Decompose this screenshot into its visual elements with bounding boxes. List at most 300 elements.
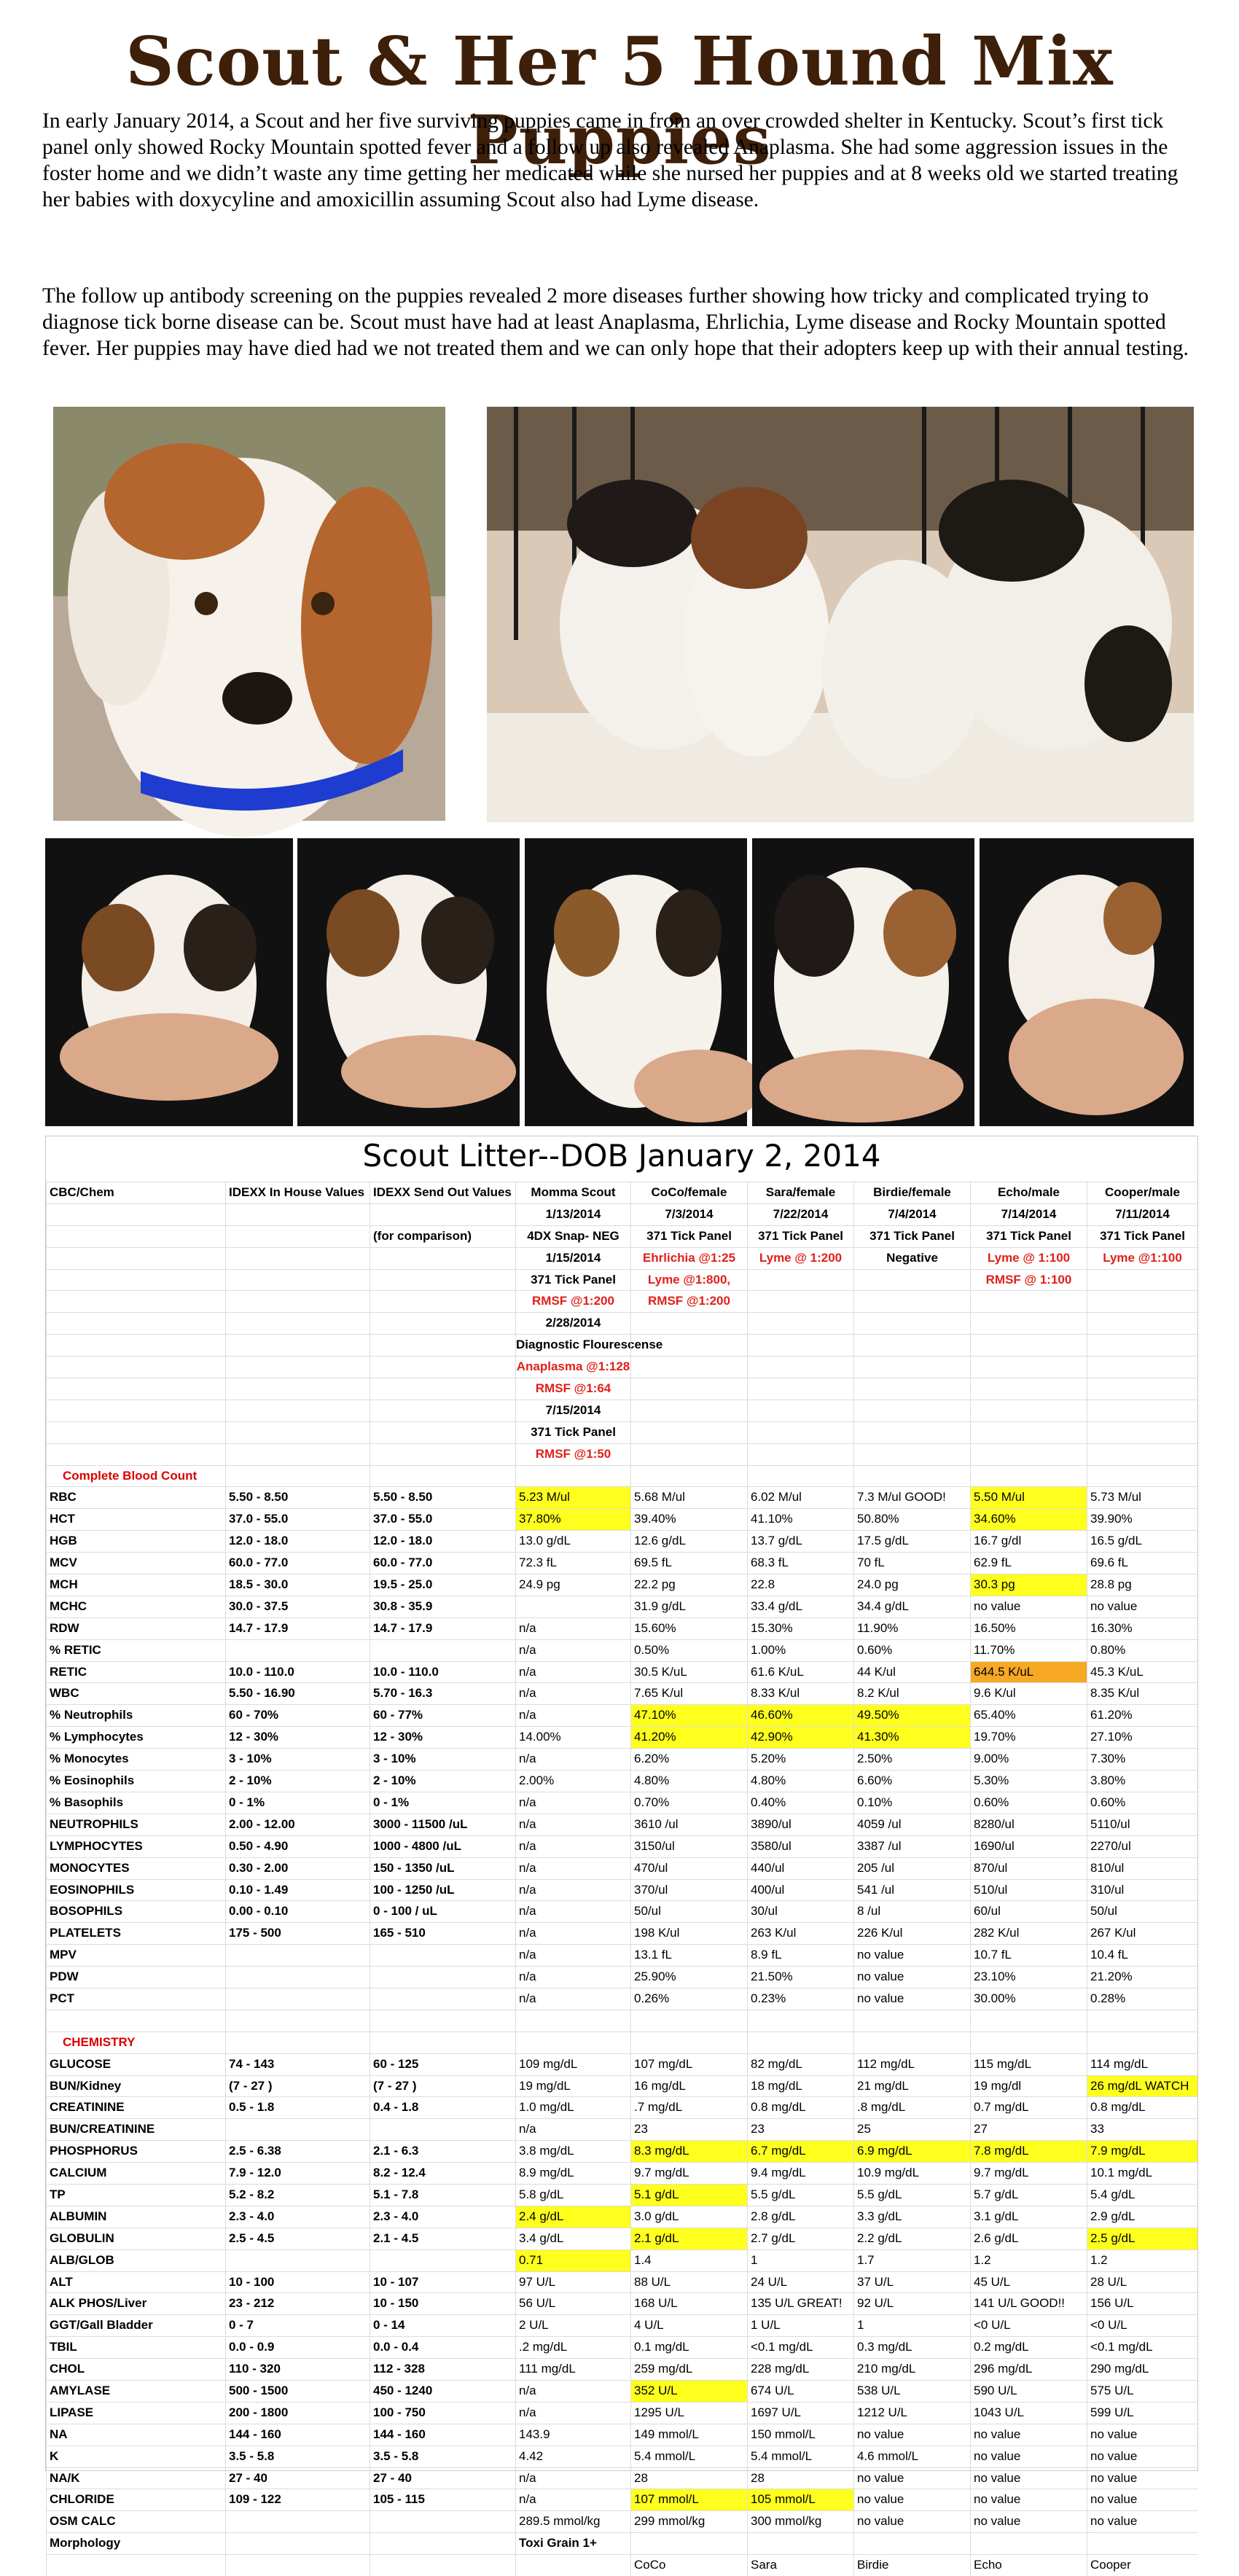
- table-cell: [747, 1444, 853, 1465]
- table-cell: 44 K/ul: [853, 1662, 970, 1683]
- table-cell: [747, 2010, 853, 2031]
- table-row: [46, 1988, 1197, 2010]
- table-cell: 1295 U/L: [630, 2403, 747, 2424]
- table-cell: 2.1 g/dL: [630, 2228, 747, 2249]
- table-cell: 575 U/L: [1087, 2381, 1197, 2402]
- table-cell: [370, 1378, 515, 1400]
- table-cell: 27.10%: [1087, 1727, 1197, 1748]
- table-cell: 310/ul: [1087, 1880, 1197, 1901]
- table-cell: 2 - 10%: [370, 1771, 515, 1792]
- table-cell: 6.60%: [853, 1771, 970, 1792]
- table-cell: 88 U/L: [630, 2272, 747, 2293]
- table-cell: 0 - 100 / uL: [370, 1901, 515, 1922]
- table-cell: 42.90%: [747, 1727, 853, 1748]
- table-cell: ALT: [46, 2272, 225, 2293]
- table-cell: 5.1 - 7.8: [370, 2185, 515, 2206]
- table-cell: no value: [970, 2489, 1087, 2510]
- table-cell: % Neutrophils: [46, 1705, 225, 1726]
- table-cell: 10.1 mg/dL: [1087, 2163, 1197, 2184]
- table-cell: 10 - 100: [225, 2272, 370, 2293]
- table-cell: 4.80%: [630, 1771, 747, 1792]
- table-cell: 0.8 mg/dL: [747, 2097, 853, 2118]
- table-cell: 3000 - 11500 /uL: [370, 1814, 515, 1835]
- table-cell: 2.5 g/dL: [1087, 2228, 1197, 2249]
- table-row: [46, 1443, 1197, 1465]
- table-cell: 371 Tick Panel: [515, 1422, 630, 1443]
- table-cell: 0.2 mg/dL: [970, 2337, 1087, 2358]
- table-row: [46, 1312, 1197, 1334]
- table-cell: n/a: [515, 2381, 630, 2402]
- table-row: [46, 1726, 1197, 1748]
- table-row: [46, 1835, 1197, 1857]
- table-cell: [747, 1335, 853, 1356]
- table-cell: 3.1 g/dL: [970, 2206, 1087, 2228]
- table-cell: OSM CALC: [46, 2511, 225, 2532]
- intro-paragraph-1: In early January 2014, a Scout and her five surviving puppies came in from an over crowded shelter in Kentucky. Scout’s first tick panel only showed Rocky Mountain spotted fever and a follow up also revealed Anaplasma. She had some aggression issues in the foster home and we didn’t waste any time getting her medicated while she nursed her puppies and at 8 weeks old we started treating her babies with doxycyline and amoxicillin assuming Scout also had Lyme disease.: [42, 109, 1179, 211]
- table-cell: n/a: [515, 1945, 630, 1966]
- table-cell: 16.30%: [1087, 1618, 1197, 1639]
- table-cell: 10.0 - 110.0: [370, 1662, 515, 1683]
- table-cell: GLOBULIN: [46, 2228, 225, 2249]
- table-cell: no value: [970, 1596, 1087, 1617]
- table-cell: 0.80%: [1087, 1640, 1197, 1661]
- table-cell: Morphology: [46, 2533, 225, 2554]
- table-cell: [970, 1444, 1087, 1465]
- table-row: [46, 1334, 1197, 1356]
- table-cell: 9.6 K/ul: [970, 1683, 1087, 1704]
- table-cell: Anaplasma @1:128: [515, 1357, 630, 1378]
- table-cell: 5.7 g/dL: [970, 2185, 1087, 2206]
- table-cell: 3.5 - 5.8: [370, 2446, 515, 2467]
- table-cell: 60.0 - 77.0: [225, 1553, 370, 1574]
- table-cell: [370, 2010, 515, 2031]
- table-cell: PCT: [46, 1988, 225, 2010]
- table-cell: PDW: [46, 1967, 225, 1988]
- table-cell: [747, 1422, 853, 1443]
- table-cell: MCH: [46, 1574, 225, 1596]
- table-cell: 61.20%: [1087, 1705, 1197, 1726]
- table-cell: [853, 1422, 970, 1443]
- table-cell: n/a: [515, 1792, 630, 1814]
- table-cell: CREATININE: [46, 2097, 225, 2118]
- table-cell: 5.4 mmol/L: [630, 2446, 747, 2467]
- table-cell: 135 U/L GREAT!: [747, 2293, 853, 2314]
- table-cell: 1/15/2014: [515, 1248, 630, 1269]
- table-cell: 5.30%: [970, 1771, 1087, 1792]
- table-cell: no value: [853, 2489, 970, 2510]
- table-cell: 109 - 122: [225, 2489, 370, 2510]
- table-cell: 112 mg/dL: [853, 2054, 970, 2075]
- table-cell: [1087, 1422, 1197, 1443]
- table-cell: 8.9 mg/dL: [515, 2163, 630, 2184]
- table-cell: 25.90%: [630, 1967, 747, 1988]
- table-cell: LYMPHOCYTES: [46, 1836, 225, 1857]
- table-cell: 5.68 M/ul: [630, 1487, 747, 1508]
- table-cell: Echo/male: [970, 1182, 1087, 1203]
- table-row: [46, 2314, 1197, 2336]
- table-cell: [747, 1291, 853, 1312]
- table-cell: 5.4 g/dL: [1087, 2185, 1197, 2206]
- table-cell: .2 mg/dL: [515, 2337, 630, 2358]
- table-cell: Toxi Grain 1+: [515, 2533, 630, 2554]
- table-cell: [630, 1400, 747, 1421]
- table-cell: Sara: [747, 2555, 853, 2576]
- table-cell: n/a: [515, 1836, 630, 1857]
- table-row: [46, 2467, 1197, 2489]
- table-cell: [747, 1313, 853, 1334]
- table-cell: [370, 1357, 515, 1378]
- table-row: [46, 1944, 1197, 1966]
- table-cell: 107 mg/dL: [630, 2054, 747, 2075]
- table-cell: 5.1 g/dL: [630, 2185, 747, 2206]
- table-row: [46, 2249, 1197, 2271]
- table-cell: 3.5 - 5.8: [225, 2446, 370, 2467]
- table-cell: 33: [1087, 2119, 1197, 2140]
- table-cell: % RETIC: [46, 1640, 225, 1661]
- table-row: [46, 1792, 1197, 1814]
- table-cell: 1690/ul: [970, 1836, 1087, 1857]
- table-cell: 5.5 g/dL: [853, 2185, 970, 2206]
- table-cell: 11.90%: [853, 1618, 970, 1639]
- table-cell: 1.2: [970, 2250, 1087, 2271]
- table-row: [46, 2510, 1197, 2532]
- table-cell: [225, 1291, 370, 1312]
- table-cell: 144 - 160: [225, 2424, 370, 2446]
- table-cell: 290 mg/dL: [1087, 2359, 1197, 2380]
- table-cell: 510/ul: [970, 1880, 1087, 1901]
- table-cell: n/a: [515, 2489, 630, 2510]
- table-cell: no value: [853, 2424, 970, 2446]
- table-cell: [370, 1400, 515, 1421]
- table-cell: [225, 1400, 370, 1421]
- table-cell: 4.6 mmol/L: [853, 2446, 970, 2467]
- table-cell: <0 U/L: [970, 2315, 1087, 2336]
- table-cell: CHLORIDE: [46, 2489, 225, 2510]
- table-cell: 7/4/2014: [853, 1204, 970, 1225]
- puppy-photo-2: [297, 838, 520, 1126]
- table-cell: no value: [970, 2468, 1087, 2489]
- table-row: [46, 1378, 1197, 1400]
- table-cell: 12 - 30%: [225, 1727, 370, 1748]
- table-cell: 3610 /ul: [630, 1814, 747, 1835]
- table-cell: 674 U/L: [747, 2381, 853, 2402]
- table-row: [46, 1356, 1197, 1378]
- table-cell: RMSF @1:64: [515, 1378, 630, 1400]
- table-cell: 82 mg/dL: [747, 2054, 853, 2075]
- table-cell: CHOL: [46, 2359, 225, 2380]
- table-cell: 30/ul: [747, 1901, 853, 1922]
- table-cell: 19.5 - 25.0: [370, 1574, 515, 1596]
- table-cell: ALK PHOS/Liver: [46, 2293, 225, 2314]
- table-cell: % Basophils: [46, 1792, 225, 1814]
- table-cell: 0.0 - 0.9: [225, 2337, 370, 2358]
- table-cell: 205 /ul: [853, 1858, 970, 1879]
- table-cell: [1087, 1313, 1197, 1334]
- table-cell: 19.70%: [970, 1727, 1087, 1748]
- table-cell: 0.00 - 0.10: [225, 1901, 370, 1922]
- table-cell: [370, 2250, 515, 2271]
- table-cell: 60/ul: [970, 1901, 1087, 1922]
- table-cell: 12.6 g/dL: [630, 1531, 747, 1552]
- table-cell: n/a: [515, 1662, 630, 1683]
- table-cell: 30.3 pg: [970, 1574, 1087, 1596]
- table-cell: [630, 2032, 747, 2053]
- table-cell: 0.4 - 1.8: [370, 2097, 515, 2118]
- table-row: [46, 1290, 1197, 1312]
- table-cell: 115 mg/dL: [970, 2054, 1087, 2075]
- table-cell: 4.42: [515, 2446, 630, 2467]
- table-cell: [630, 2010, 747, 2031]
- table-cell: 72.3 fL: [515, 1553, 630, 1574]
- table-cell: 0 - 14: [370, 2315, 515, 2336]
- table-cell: 2.4 g/dL: [515, 2206, 630, 2228]
- table-cell: 30.8 - 35.9: [370, 1596, 515, 1617]
- table-cell: 3387 /ul: [853, 1836, 970, 1857]
- table-cell: Lyme @1:800,: [630, 1270, 747, 1291]
- table-row: [46, 1225, 1197, 1247]
- table-cell: [853, 1313, 970, 1334]
- table-cell: no value: [970, 2424, 1087, 2446]
- table-cell: <0.1 mg/dL: [1087, 2337, 1197, 2358]
- table-cell: 6.9 mg/dL: [853, 2141, 970, 2162]
- table-cell: 15.30%: [747, 1618, 853, 1639]
- table-cell: 7/14/2014: [970, 1204, 1087, 1225]
- table-cell: CoCo/female: [630, 1182, 747, 1203]
- table-cell: 175 - 500: [225, 1923, 370, 1944]
- table-cell: 14.00%: [515, 1727, 630, 1748]
- table-cell: CALCIUM: [46, 2163, 225, 2184]
- table-cell: [225, 1422, 370, 1443]
- table-cell: 2/28/2014: [515, 1313, 630, 1334]
- table-cell: [970, 2533, 1087, 2554]
- table-cell: % Eosinophils: [46, 1771, 225, 1792]
- table-cell: [370, 1444, 515, 1465]
- table-row: [46, 2206, 1197, 2228]
- table-cell: no value: [970, 2446, 1087, 2467]
- table-cell: 7/11/2014: [1087, 1204, 1197, 1225]
- table-cell: 5.50 - 8.50: [370, 1487, 515, 1508]
- table-cell: n/a: [515, 2119, 630, 2140]
- table-row: [46, 1203, 1197, 1225]
- table-row: [46, 1661, 1197, 1683]
- table-row: [46, 1421, 1197, 1443]
- table-cell: NA/K: [46, 2468, 225, 2489]
- table-cell: 644.5 K/uL: [970, 1662, 1087, 1683]
- table-cell: 3890/ul: [747, 1814, 853, 1835]
- table-cell: .7 mg/dL: [630, 2097, 747, 2118]
- table-cell: (for comparison): [370, 1226, 515, 1247]
- table-cell: 8.9 fL: [747, 1945, 853, 1966]
- table-row: [46, 1574, 1197, 1596]
- table-cell: 39.90%: [1087, 1509, 1197, 1530]
- table-cell: BUN/Kidney: [46, 2076, 225, 2097]
- table-cell: [46, 1444, 225, 1465]
- table-row: [46, 1400, 1197, 1421]
- table-cell: 0.50 - 4.90: [225, 1836, 370, 1857]
- table-cell: 0.10%: [853, 1792, 970, 1814]
- table-cell: 16.50%: [970, 1618, 1087, 1639]
- table-cell: [225, 1313, 370, 1334]
- table-cell: 7/15/2014: [515, 1400, 630, 1421]
- table-cell: 0 - 7: [225, 2315, 370, 2336]
- table-cell: [370, 1248, 515, 1269]
- table-cell: 30.0 - 37.5: [225, 1596, 370, 1617]
- table-cell: RMSF @1:200: [515, 1291, 630, 1312]
- table-cell: 541 /ul: [853, 1880, 970, 1901]
- table-cell: RBC: [46, 1487, 225, 1508]
- table-cell: % Lymphocytes: [46, 1727, 225, 1748]
- table-cell: 5.20%: [747, 1749, 853, 1770]
- table-cell: no value: [853, 2468, 970, 2489]
- table-row: [46, 2184, 1197, 2206]
- table-cell: [853, 1270, 970, 1291]
- table-cell: [970, 1422, 1087, 1443]
- table-row: [46, 2140, 1197, 2162]
- table-cell: 15.60%: [630, 1618, 747, 1639]
- table-cell: 2.6 g/dL: [970, 2228, 1087, 2249]
- table-cell: 1.4: [630, 2250, 747, 2271]
- table-row: [46, 2271, 1197, 2293]
- table-cell: 0.1 mg/dL: [630, 2337, 747, 2358]
- table-cell: 97 U/L: [515, 2272, 630, 2293]
- table-cell: 7.8 mg/dL: [970, 2141, 1087, 2162]
- table-cell: 12 - 30%: [370, 1727, 515, 1748]
- table-row: [46, 1486, 1197, 1508]
- table-row: [46, 1269, 1197, 1291]
- table-cell: [225, 1226, 370, 1247]
- table-cell: [46, 1270, 225, 1291]
- table-cell: 0.60%: [970, 1792, 1087, 1814]
- table-cell: 61.6 K/uL: [747, 1662, 853, 1683]
- table-cell: no value: [1087, 1596, 1197, 1617]
- table-cell: 371 Tick Panel: [1087, 1226, 1197, 1247]
- table-cell: 371 Tick Panel: [515, 1270, 630, 1291]
- table-cell: n/a: [515, 1901, 630, 1922]
- table-cell: 7.65 K/ul: [630, 1683, 747, 1704]
- table-cell: no value: [1087, 2489, 1197, 2510]
- table-cell: 41.10%: [747, 1509, 853, 1530]
- table-cell: [370, 1945, 515, 1966]
- table-cell: no value: [1087, 2468, 1197, 2489]
- table-cell: [370, 1313, 515, 1334]
- table-cell: 111 mg/dL: [515, 2359, 630, 2380]
- table-row: [46, 1770, 1197, 1792]
- table-cell: n/a: [515, 1683, 630, 1704]
- table-cell: 371 Tick Panel: [853, 1226, 970, 1247]
- table-cell: [853, 2010, 970, 2031]
- table-cell: 23 - 212: [225, 2293, 370, 2314]
- table-cell: [46, 1378, 225, 1400]
- table-cell: Cooper/male: [1087, 1182, 1197, 1203]
- table-cell: [853, 1400, 970, 1421]
- table-cell: 2.5 - 4.5: [225, 2228, 370, 2249]
- table-cell: 150 mmol/L: [747, 2424, 853, 2446]
- puppy-photo-4: [752, 838, 974, 1126]
- table-cell: 156 U/L: [1087, 2293, 1197, 2314]
- table-cell: MCV: [46, 1553, 225, 1574]
- table-row: [46, 1704, 1197, 1726]
- table-cell: [370, 1967, 515, 1988]
- table-cell: 41.30%: [853, 1727, 970, 1748]
- table-row: [46, 1465, 1197, 1487]
- table-cell: ALB/GLOB: [46, 2250, 225, 2271]
- table-cell: 37.0 - 55.0: [370, 1509, 515, 1530]
- table-cell: [853, 1335, 970, 1356]
- table-cell: NEUTROPHILS: [46, 1814, 225, 1835]
- table-row: [46, 2162, 1197, 2184]
- table-cell: PLATELETS: [46, 1923, 225, 1944]
- table-cell: 1.0 mg/dL: [515, 2097, 630, 2118]
- table-cell: 6.7 mg/dL: [747, 2141, 853, 2162]
- table-cell: <0.1 mg/dL: [747, 2337, 853, 2358]
- table-row: [46, 2010, 1197, 2031]
- table-cell: (7 - 27 ): [370, 2076, 515, 2097]
- table-cell: 149 mmol/L: [630, 2424, 747, 2446]
- table-cell: n/a: [515, 2468, 630, 2489]
- table-cell: [630, 1466, 747, 1487]
- table-cell: 440/ul: [747, 1858, 853, 1879]
- table-cell: 45 U/L: [970, 2272, 1087, 2293]
- table-row: [46, 2358, 1197, 2380]
- table-cell: [225, 1640, 370, 1661]
- table-cell: [853, 2032, 970, 2053]
- table-cell: 3 - 10%: [225, 1749, 370, 1770]
- table-cell: 228 mg/dL: [747, 2359, 853, 2380]
- table-cell: LIPASE: [46, 2403, 225, 2424]
- table-cell: 16 mg/dL: [630, 2076, 747, 2097]
- table-cell: 112 - 328: [370, 2359, 515, 2380]
- table-cell: [46, 1226, 225, 1247]
- table-cell: BOSOPHILS: [46, 1901, 225, 1922]
- table-cell: [970, 2032, 1087, 2053]
- table-cell: MCHC: [46, 1596, 225, 1617]
- table-cell: 19 mg/dL: [515, 2076, 630, 2097]
- table-cell: 1.7: [853, 2250, 970, 2271]
- table-cell: 23: [747, 2119, 853, 2140]
- table-cell: 0.60%: [853, 1640, 970, 1661]
- table-cell: 0.3 mg/dL: [853, 2337, 970, 2358]
- table-cell: 3.4 g/dL: [515, 2228, 630, 2249]
- table-cell: 69.6 fL: [1087, 1553, 1197, 1574]
- table-cell: [46, 1422, 225, 1443]
- table-cell: 198 K/ul: [630, 1923, 747, 1944]
- table-cell: 10 - 150: [370, 2293, 515, 2314]
- table-cell: 30.00%: [970, 1988, 1087, 2010]
- table-cell: 30.5 K/uL: [630, 1662, 747, 1683]
- table-row: [46, 1900, 1197, 1922]
- table-cell: [1087, 1444, 1197, 1465]
- table-cell: [515, 1466, 630, 1487]
- table-cell: 1.2: [1087, 2250, 1197, 2271]
- table-cell: 74 - 143: [225, 2054, 370, 2075]
- table-cell: n/a: [515, 1967, 630, 1988]
- table-cell: [370, 1291, 515, 1312]
- table-cell: NA: [46, 2424, 225, 2446]
- table-cell: [225, 1270, 370, 1291]
- table-cell: [370, 2555, 515, 2576]
- table-cell: 49.50%: [853, 1705, 970, 1726]
- table-cell: [747, 1466, 853, 1487]
- table-cell: <0 U/L: [1087, 2315, 1197, 2336]
- table-cell: 23: [630, 2119, 747, 2140]
- table-cell: 50.80%: [853, 1509, 970, 1530]
- table-row: [46, 2532, 1197, 2554]
- table-cell: [46, 2555, 225, 2576]
- table-row: [46, 1879, 1197, 1901]
- table-cell: 470/ul: [630, 1858, 747, 1879]
- table-cell: [225, 1466, 370, 1487]
- table-cell: [225, 1378, 370, 1400]
